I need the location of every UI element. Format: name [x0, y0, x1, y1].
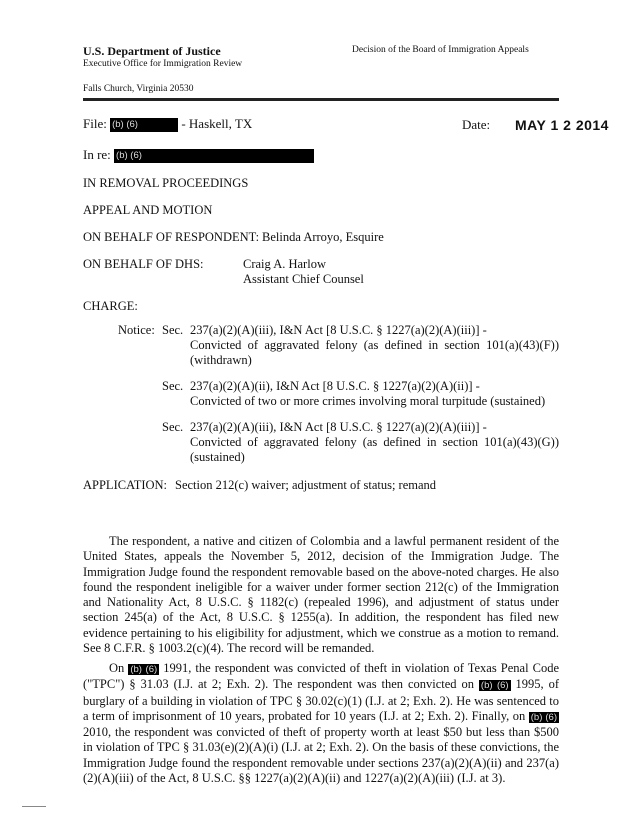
file-redaction: (b) (6)	[110, 118, 178, 132]
header-left	[83, 44, 242, 70]
charge-heading: CHARGE:	[83, 299, 138, 313]
redaction-date-1: (b) (6)	[130, 664, 158, 675]
charge-1-line1: 237(a)(2)(A)(iii), I&N Act [8 U.S.C. § 1227(a)(2)(A)(iii)] -	[190, 323, 487, 337]
charge-1-line3: (withdrawn)	[190, 353, 252, 367]
dhs-counsel-name: Craig A. Harlow	[243, 257, 326, 271]
para2-text-3: 1995, of burglary of a building in violation of TPC § 30.02(c)(1) (I.J. at 2; Exh. 2). He was sentenced to a term of imprisonment of 10 years, probated for 10 years (I.J. at 2; Exh. 2). Finally, on	[83, 677, 559, 723]
charge-sec-label: Sec.	[162, 323, 184, 337]
application-label: APPLICATION:	[83, 478, 168, 492]
respondent-label: ON BEHALF OF RESPONDENT:	[83, 230, 260, 244]
file-suffix: - Haskell, TX	[181, 116, 253, 131]
inre-line	[83, 147, 314, 163]
margin-mark	[22, 806, 46, 807]
para2-text-4: 2010, the respondent was convicted of theft of property worth at least $50 but less than $500 in violation of TPC § 31.03(e)(2)(A)(i) (I.J. at 2; Exh. 2). On the basis of these convictions, the Immigration Judge found the respondent removable under sections 237(a)(2)(A)(ii) and 237(a)(2)(A)(iii) of the Act, 8 U.S.C. §§ 1227(a)(2)(A)(ii) and 1227(a)(2)(A)(iii) (I.J. at 3).	[83, 725, 559, 786]
charge-sec-label: Sec.	[162, 420, 184, 434]
body-paragraph-2	[83, 661, 559, 786]
office-name: Executive Office for Immigration Review	[83, 59, 243, 69]
charge-3-line2: Convicted of aggravated felony (as defined in section 101(a)(43)(G))	[190, 435, 559, 449]
charge-3-line3: (sustained)	[190, 450, 245, 464]
date-label: Date:	[462, 117, 491, 132]
charge-1-line2: Convicted of aggravated felony (as defined in section 101(a)(43)(F))	[190, 338, 559, 352]
inre-label: In re:	[83, 147, 111, 162]
redaction-date-2: (b) (6)	[480, 680, 509, 692]
header-divider	[83, 98, 559, 101]
department-name: U.S. Department of Justice	[83, 44, 221, 58]
respondent-counsel: Belinda Arroyo, Esquire	[262, 230, 384, 244]
body-paragraph-1: The respondent, a native and citizen of Colombia and a lawful permanent resident of the United States, appeals the November 5, 2012, decision of the Immigration Judge. The Immigration Judge found the respondent removable based on the above-noted charges. He also found the respondent ineligible for a waiver under former section 212(c) of the Immigration and Nationality Act, 8 U.S.C. § 1182(c) (repealed 1996), and adjustment of status under section 245(a) of the Act, 8 U.S.C. § 1255(a). In addition, the respondent has filed new evidence pertaining to his eligibility for adjustment, which we construe as a motion to remand. See 8 C.F.R. § 1003.2(c)(4). The record will be remanded.	[83, 534, 559, 656]
dhs-counsel-title: Assistant Chief Counsel	[243, 272, 364, 286]
office-city: Falls Church, Virginia 20530	[83, 84, 194, 94]
file-line	[83, 116, 252, 132]
in-removal-heading: IN REMOVAL PROCEEDINGS	[83, 176, 249, 190]
charge-2-line1: 237(a)(2)(A)(ii), I&N Act [8 U.S.C. § 1227(a)(2)(A)(ii)] -	[190, 379, 480, 393]
file-label: File:	[83, 116, 107, 131]
decision-title: Decision of the Board of Immigration Appeals	[352, 45, 529, 55]
charge-3-line1: 237(a)(2)(A)(iii), I&N Act [8 U.S.C. § 1227(a)(2)(A)(iii)] -	[190, 420, 487, 434]
appeal-heading: APPEAL AND MOTION	[83, 203, 213, 217]
para2-text-2: 1991, the respondent was convicted of theft in violation of Texas Penal Code ("TPC") § 31.03 (I.J. at 2; Exh. 2). The respondent was then convicted on	[83, 661, 559, 692]
charge-2-line2: Convicted of two or more crimes involving moral turpitude (sustained)	[190, 394, 546, 408]
dhs-label: ON BEHALF OF DHS:	[83, 257, 204, 271]
inre-redaction: (b) (6)	[114, 149, 314, 163]
application-value: Section 212(c) waiver; adjustment of status; remand	[175, 478, 437, 492]
charge-notice-label: Notice:	[118, 323, 155, 337]
redaction-date-3: (b) (6)	[530, 711, 557, 723]
para2-text-1: On	[109, 661, 125, 675]
charge-sec-label: Sec.	[162, 379, 184, 393]
date-stamp: MAY 1 2 2014	[515, 117, 609, 133]
